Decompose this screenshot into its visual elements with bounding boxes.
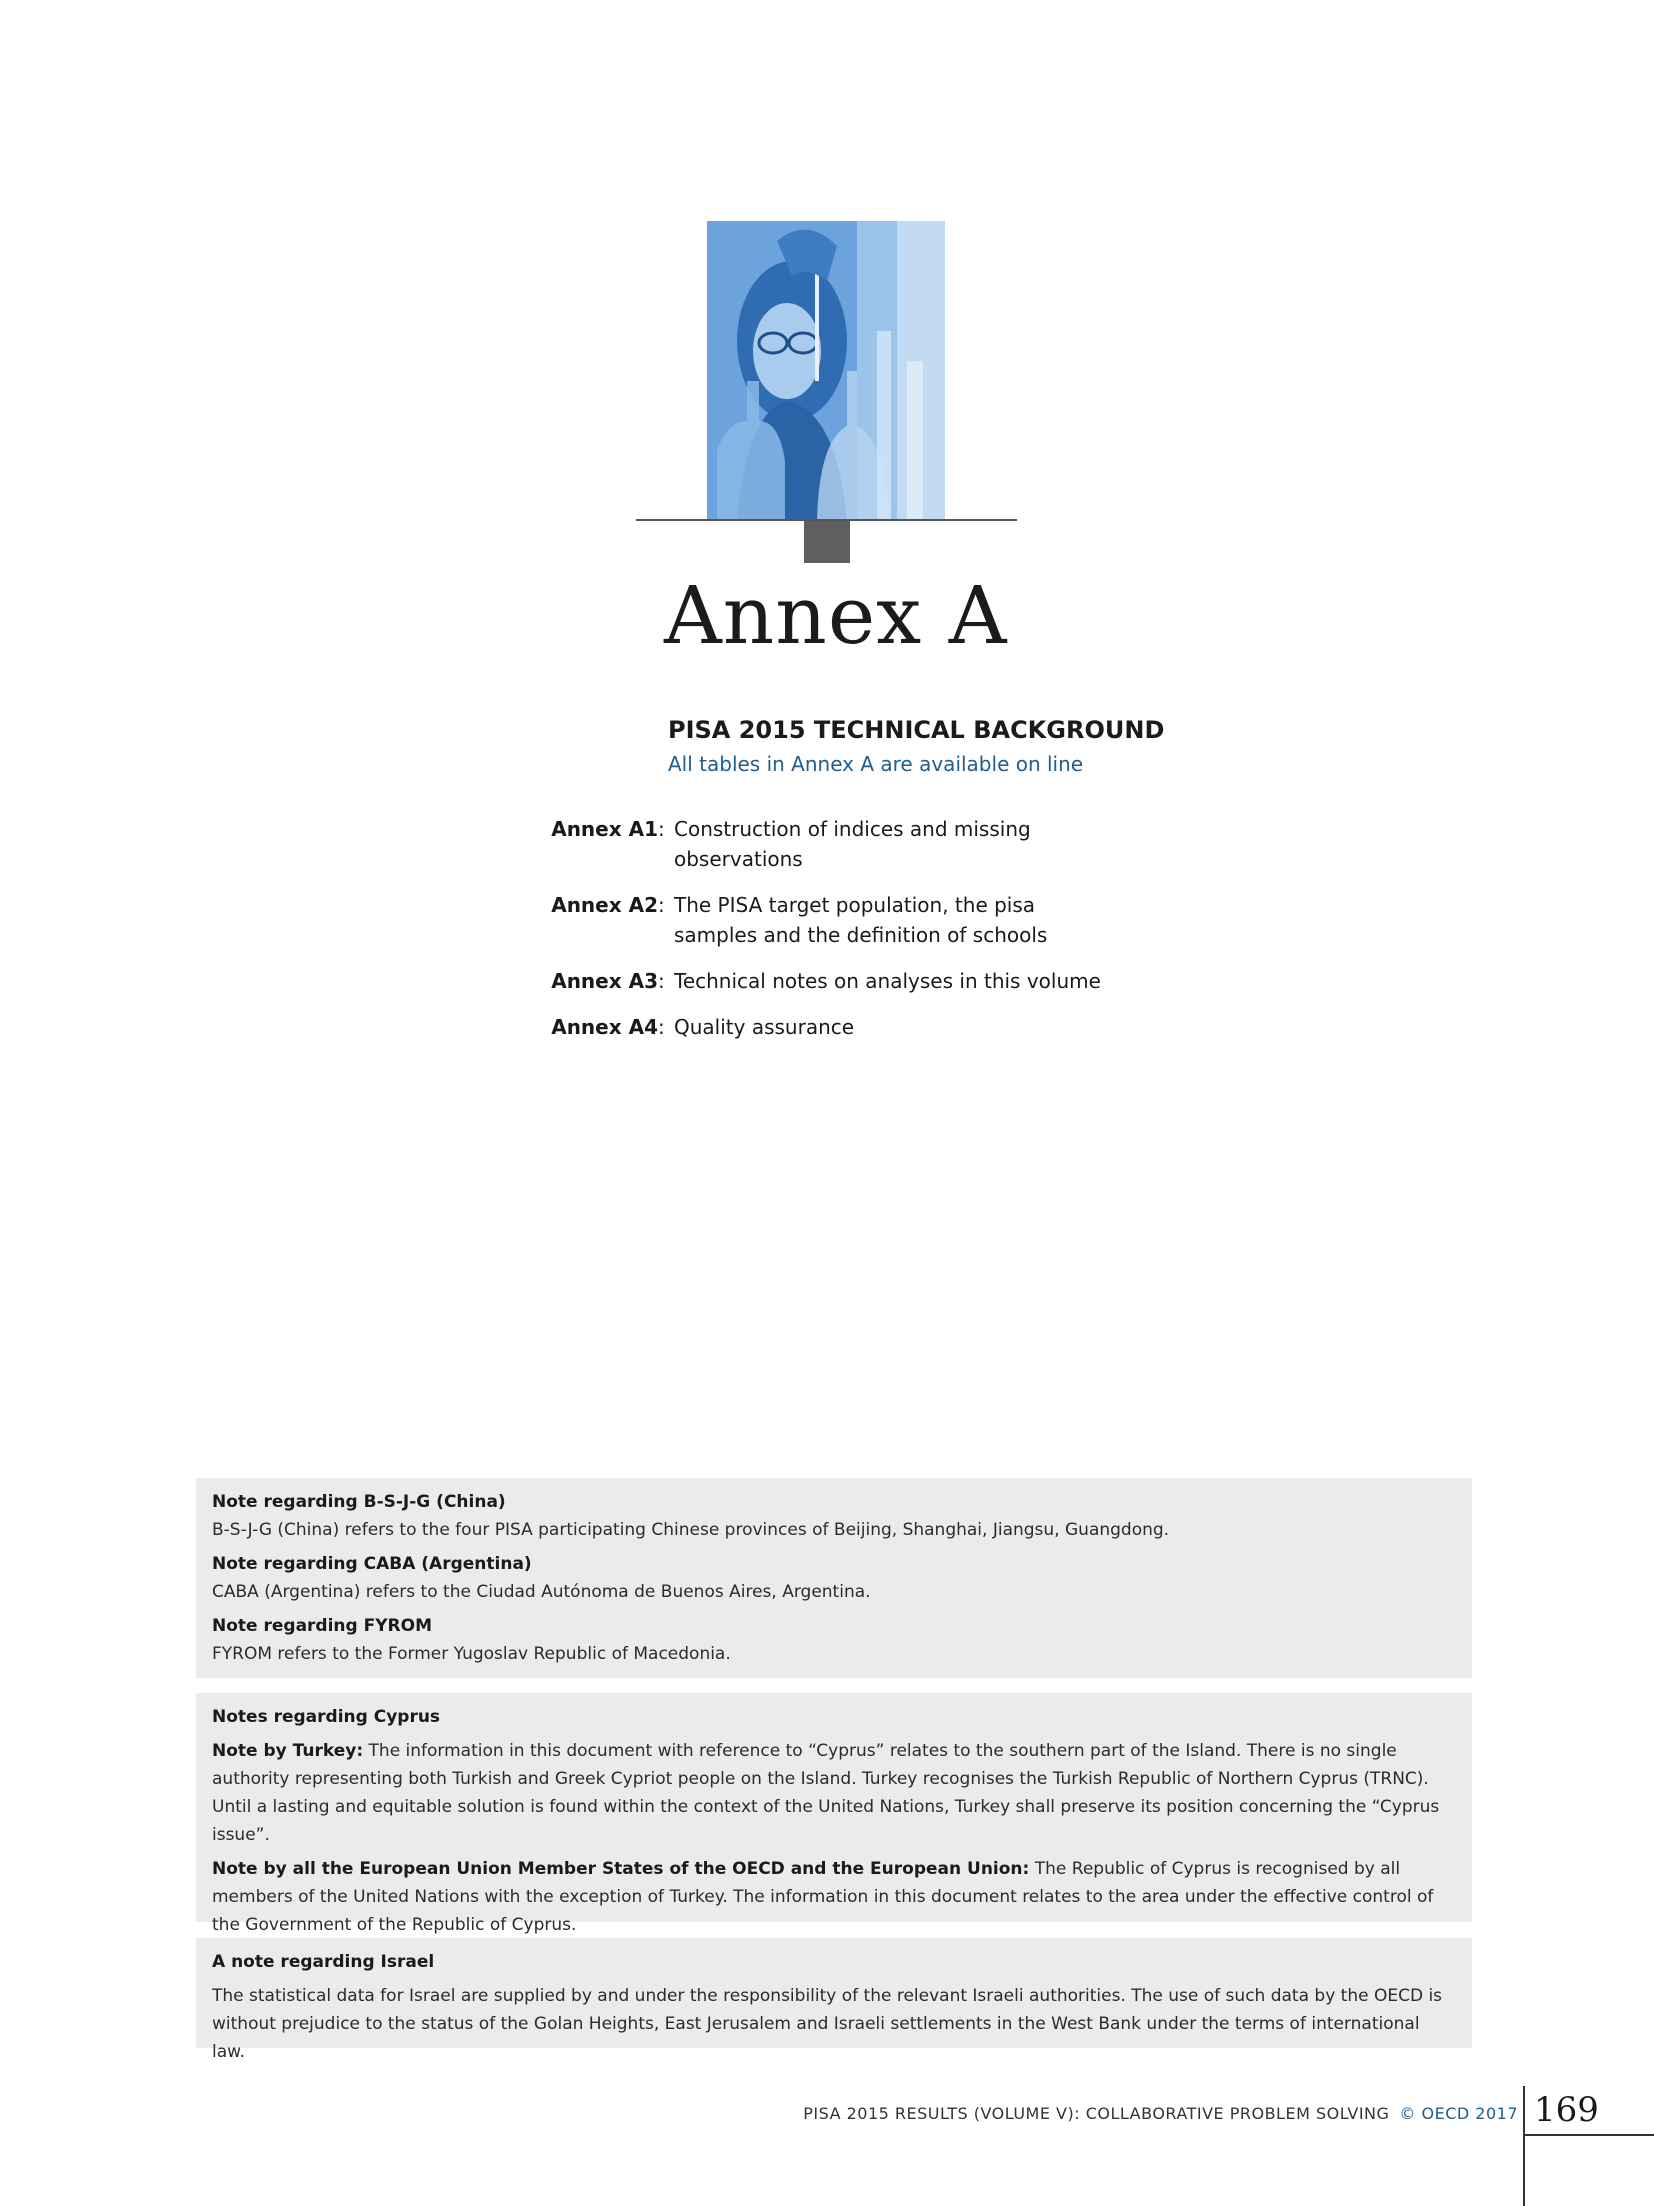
section-subheading: All tables in Annex A are available on line [668, 752, 1084, 776]
note-heading-fyrom: Note regarding FYROM [212, 1616, 432, 1636]
footer-publication-title: PISA 2015 RESULTS (VOLUME V): COLLABORATIVE PROBLEM SOLVING [803, 2104, 1390, 2123]
page-number-divider-vertical [1523, 2086, 1525, 2206]
toc-item-label: Annex A3 [551, 969, 658, 993]
annex-title: Annex A [664, 569, 1008, 662]
note-paragraph-eu [212, 1855, 1456, 1939]
toc-item-label: Annex A1 [551, 817, 658, 841]
note-heading-china: Note regarding B-S-J-G (China) [212, 1492, 506, 1512]
toc-colon: : [658, 1015, 665, 1039]
title-marker-square [804, 521, 850, 563]
note-lead-turkey: Note by Turkey: [212, 1741, 364, 1761]
scientist-illustration [707, 221, 945, 521]
note-heading-cyprus: Notes regarding Cyprus [212, 1707, 441, 1727]
note-text-eu: The Republic of Cyprus is recognised by all members of the United Nations with the exception of Turkey. The information in this document relates to the area under the effective control of the Government of the Republic of Cyprus. [212, 1859, 1434, 1935]
page-number-divider-horizontal [1523, 2134, 1654, 2136]
page-footer [518, 2104, 1518, 2123]
toc-item-label: Annex A2 [551, 893, 658, 917]
toc-colon: : [658, 893, 665, 917]
cover-photo-scientist [707, 221, 945, 521]
note-box-israel [196, 1938, 1472, 2062]
toc-item-title: Technical notes on analyses in this volume [674, 969, 1101, 993]
toc-item[interactable] [530, 890, 1150, 950]
toc-item-title: Quality assurance [674, 1015, 855, 1039]
toc-item[interactable] [530, 966, 1150, 996]
note-text-israel: The statistical data for Israel are supplied by and under the responsibility of the relevant Israeli authorities. The use of such data by the OECD is without prejudice to the status of the Golan Heights, East Jerusalem and Israeli settlements in the West Bank under the terms of international law. [212, 1986, 1443, 2062]
note-text-fyrom: FYROM refers to the Former Yugoslav Republic of Macedonia. [212, 1644, 731, 1664]
toc-colon: : [658, 969, 665, 993]
footer-copyright: © OECD 2017 [1399, 2104, 1518, 2123]
page-number: 169 [1534, 2090, 1599, 2130]
toc-item-title: Construction of indices and missing observations [674, 817, 1031, 871]
toc-item[interactable] [530, 814, 1150, 874]
note-heading-caba: Note regarding CABA (Argentina) [212, 1554, 532, 1574]
note-text-caba: CABA (Argentina) refers to the Ciudad Autónoma de Buenos Aires, Argentina. [212, 1582, 871, 1602]
section-heading: PISA 2015 TECHNICAL BACKGROUND [668, 716, 1165, 744]
note-heading-israel: A note regarding Israel [212, 1952, 435, 1972]
toc-item-title: The PISA target population, the pisa samples and the definition of schools [674, 893, 1048, 947]
annex-contents-list [530, 814, 1150, 1058]
note-box-regions [196, 1478, 1472, 1678]
note-paragraph-turkey [212, 1737, 1456, 1849]
note-text-turkey: The information in this document with reference to “Cyprus” relates to the southern part of the Island. There is no single authority representing both Turkish and Greek Cypriot people on the Island. Turkey recognises the Turkish Republic of Northern Cyprus (TRNC). Until a lasting and equitable solution is found within the context of the United Nations, Turkey shall preserve its position concerning the “Cyprus issue”. [212, 1741, 1440, 1845]
note-box-cyprus [196, 1693, 1472, 1935]
toc-colon: : [658, 817, 665, 841]
note-lead-eu: Note by all the European Union Member States of the OECD and the European Union: [212, 1859, 1030, 1879]
note-text-china: B-S-J-G (China) refers to the four PISA participating Chinese provinces of Beijing, Shanghai, Jiangsu, Guangdong. [212, 1520, 1170, 1540]
toc-item-label: Annex A4 [551, 1015, 658, 1039]
toc-item[interactable] [530, 1012, 1150, 1042]
